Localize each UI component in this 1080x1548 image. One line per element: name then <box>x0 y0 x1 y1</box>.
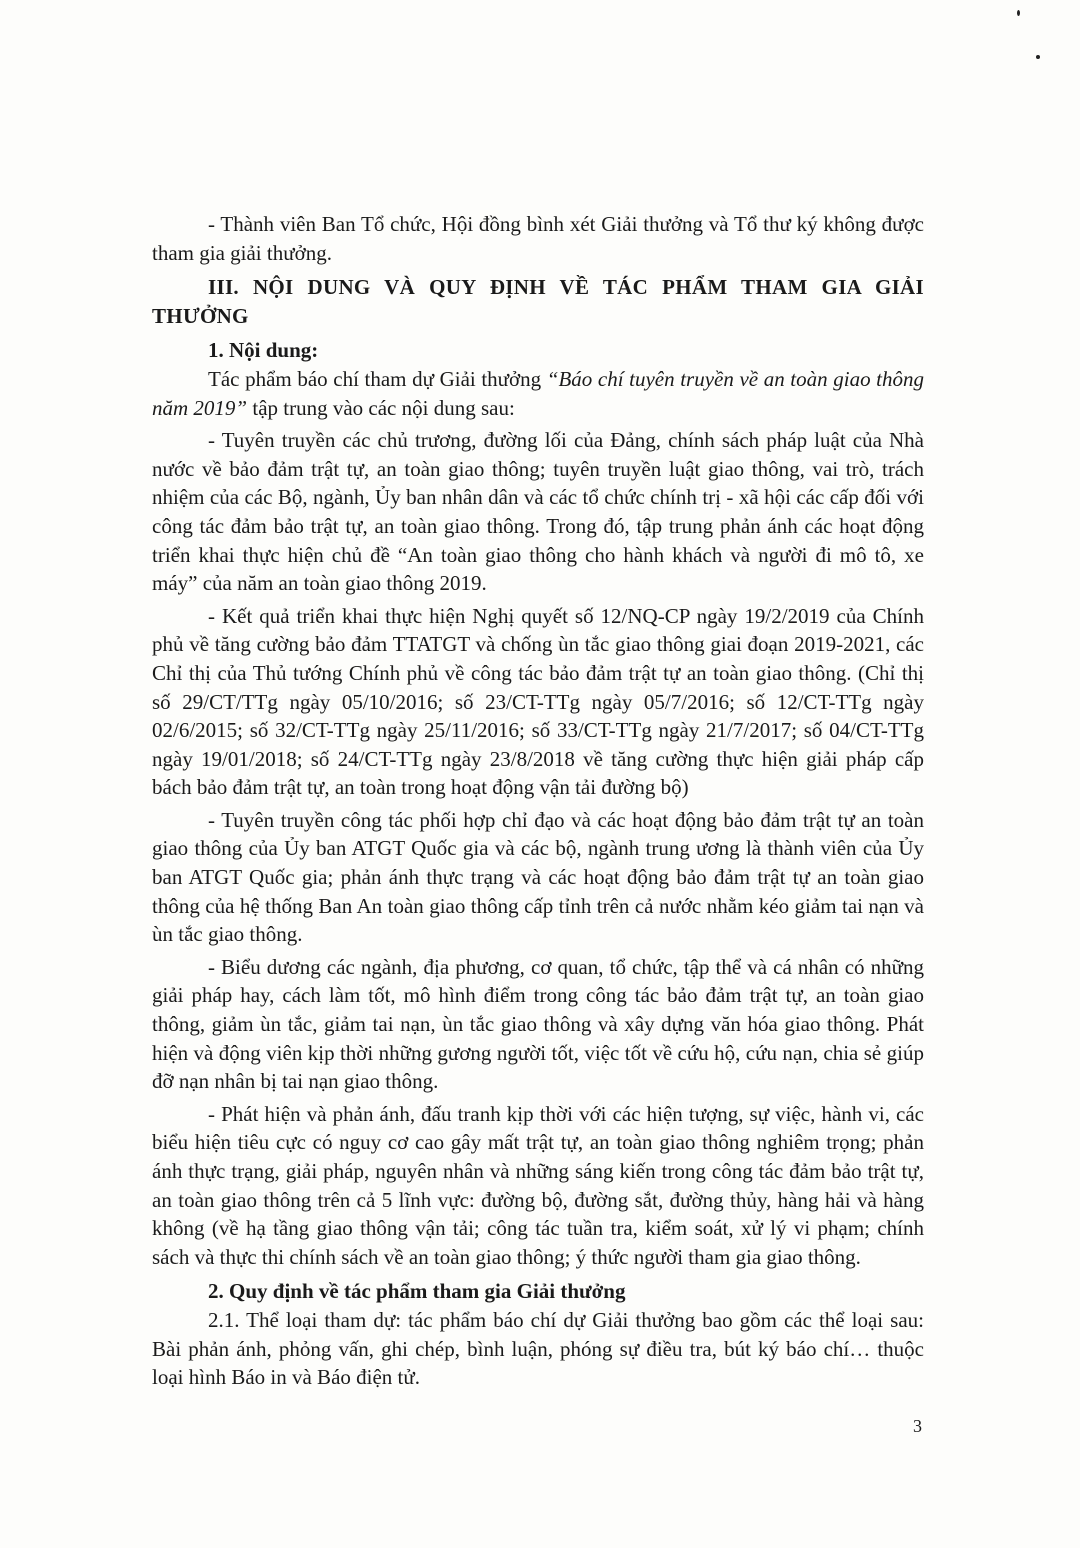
paragraph-resolution: - Kết quả triển khai thực hiện Nghị quyết số 12/NQ-CP ngày 19/2/2019 của Chính phủ về tăng cường bảo đảm TTATGT và chống ùn tắc giao thông giai đoạn 2019-2021, các Chỉ thị của Thủ tướng Chính phủ về công tác bảo đảm trật tự an toàn giao thông. (Chỉ thị số 29/CT/TTg ngày 05/10/2016; số 23/CT-TTg ngày 05/7/2016; số 12/CT-TTg ngày 02/6/2015; số 32/CT-TTg ngày 25/11/2016; số 33/CT-TTg ngày 21/7/2017; số 04/CT-TTg ngày 19/01/2018; số 24/CT-TTg ngày 23/8/2018 về tăng cường thực hiện giải pháp cấp bách bảo đảm trật tự, an toàn trong hoạt động vận tải đường bộ) <box>152 603 924 800</box>
paragraph-genres: 2.1. Thể loại tham dự: tác phẩm báo chí dự Giải thưởng bao gồm các thể loại sau: Bài phản ánh, phỏng vấn, ghi chép, bình luận, phóng sự điều tra, bút ký báo chí… thuộc loại hình Báo in và Báo điện tử. <box>152 1307 924 1390</box>
paragraph-committee-exclusion: - Thành viên Ban Tổ chức, Hội đồng bình xét Giải thưởng và Tổ thư ký không được tham gia giải thưởng. <box>152 212 924 265</box>
award-title: “Báo chí tuyên truyền về an toàn giao thông năm 2019” <box>152 366 925 420</box>
scan-speck <box>1036 55 1040 59</box>
paragraph-commendation: - Biểu dương các ngành, địa phương, cơ quan, tổ chức, tập thể và cá nhân có những giải pháp hay, cách làm tốt, mô hình điểm trong công tác bảo đảm trật tự, an toàn giao thông, giảm ùn tắc, giảm tai nạn, ùn tắc giao thông và xây dựng văn hóa giao thông. Phát hiện và động viên kịp thời những gương người tốt, việc tốt về cứu hộ, cứu nạn, chia sẻ giúp đỡ nạn nhân bị tai nạn giao thông. <box>152 954 924 1094</box>
intro-text: Tác phẩm báo chí tham dự Giải thưởng <box>208 366 547 391</box>
paragraph-intro <box>152 365 924 422</box>
document-body <box>152 210 924 1392</box>
intro-text-end: tập trung vào các nội dung sau: <box>247 395 515 420</box>
subsection-heading-content: 1. Nội dung: <box>208 338 319 363</box>
paragraph-propaganda: - Tuyên truyền các chủ trương, đường lối của Đảng, chính sách pháp luật của Nhà nước về bảo đảm trật tự, an toàn giao thông; tuyên truyền luật giao thông, vai trò, trách nhiệm của các Bộ, ngành, Ủy ban nhân dân và các tổ chức chính trị - xã hội các cấp đối với công tác đảm bảo trật tự, an toàn giao thông. Trong đó, tập trung phản ánh các hoạt động triển khai thực hiện chủ đề “An toàn giao thông cho hành khách và người đi mô tô, xe máy” của năm an toàn giao thông 2019. <box>152 428 924 596</box>
paragraph-coordination: - Tuyên truyền công tác phối hợp chỉ đạo và các hoạt động bảo đảm trật tự an toàn giao thông của Ủy ban ATGT Quốc gia và các bộ, ngành trung ương là thành viên của Ủy ban ATGT Quốc gia; phản ánh thực trạng và các hoạt động bảo đảm trật tự an toàn giao thông của hệ thống Ban An toàn giao thông cấp tỉnh trên cả nước nhằm kéo giảm tai nạn và ùn tắc giao thông. <box>152 807 924 947</box>
page-number: 3 <box>913 1416 922 1436</box>
subsection-heading-regulations: 2. Quy định về tác phẩm tham gia Giải thưởng <box>208 1279 626 1304</box>
scan-speck <box>1017 10 1020 16</box>
section-heading-iii: III. NỘI DUNG VÀ QUY ĐỊNH VỀ TÁC PHẨM THAM GIA GIẢI THƯỞNG <box>152 275 924 328</box>
paragraph-detection: - Phát hiện và phản ánh, đấu tranh kịp thời với các hiện tượng, sự việc, hành vi, các biểu hiện tiêu cực có nguy cơ cao gây mất trật tự, an toàn giao thông nghiêm trọng; phản ánh thực trạng, giải pháp, nguyên nhân và những sáng kiến trong công tác đảm bảo trật tự, an toàn giao thông trên cả 5 lĩnh vực: đường bộ, đường sắt, đường thủy, hàng hải và hàng không (về hạ tầng giao thông vận tải; công tác tuần tra, kiểm soát, xử lý vi phạm; chính sách và thực thi chính sách về an toàn giao thông; ý thức người tham gia giao thông. <box>152 1101 924 1269</box>
